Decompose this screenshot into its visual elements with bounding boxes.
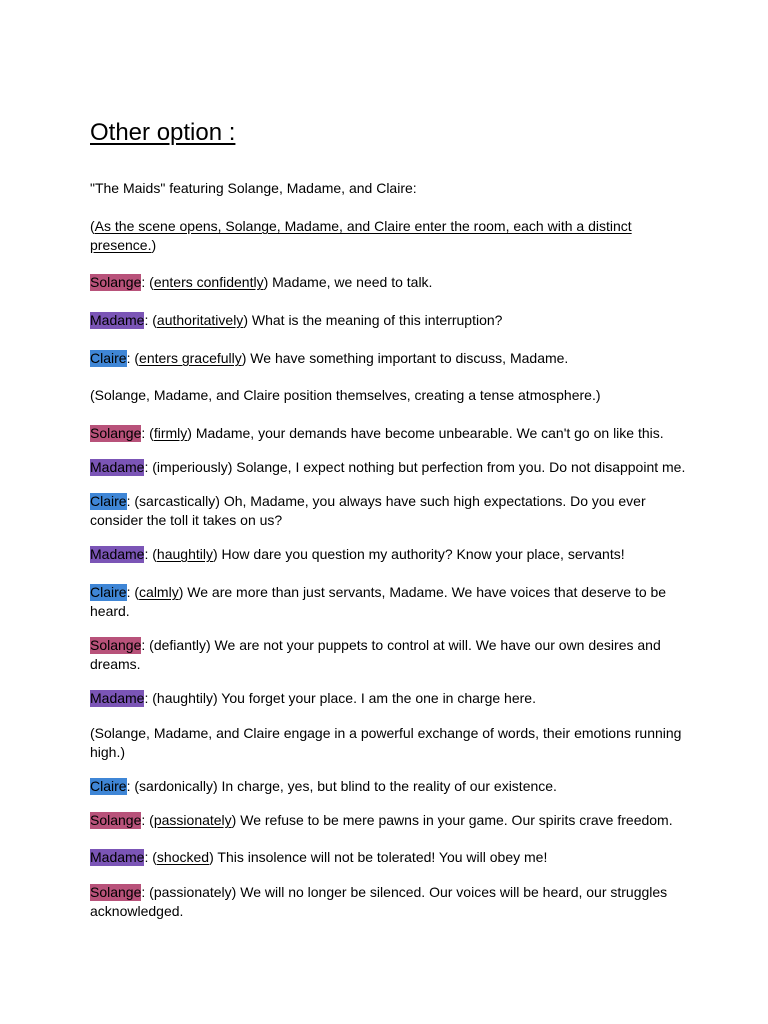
speaker-name: Claire	[90, 493, 127, 509]
direction-text: imperiously	[156, 459, 228, 475]
dialogue-text: We have something important to discuss, Madame.	[246, 350, 569, 366]
dialogue-line: Madame: (authoritatively) What is the meaning of this interruption?	[90, 312, 503, 328]
direction-text: shocked	[156, 849, 210, 865]
dialogue-line: Madame: (shocked) This insolence will not be tolerated! You will obey me!	[90, 849, 548, 865]
dialogue-line: Solange: (defiantly) We are not your puppets to control at will. We have our own desires and dreams.	[90, 637, 661, 672]
dialogue-text: We refuse to be mere pawns in your game. Our spirits crave freedom.	[236, 812, 673, 828]
dialogue-text: We are more than just servants, Madame. We have voices that deserve to be heard.	[90, 584, 667, 619]
speaker-name: Solange	[90, 637, 142, 653]
dialogue-line: Madame: (haughtily) You forget your place. I am the one in charge here.	[90, 690, 536, 706]
direction-text: enters gracefully	[139, 350, 242, 366]
dialogue-line: Solange: (firmly) Madame, your demands have become unbearable. We can't go on like this.	[90, 425, 664, 441]
direction-text: defiantly	[153, 637, 206, 653]
dialogue-line: Solange: (enters confidently) Madame, we need to talk.	[90, 274, 433, 290]
speaker-name: Claire	[90, 350, 127, 366]
dialogue-text: We are not your puppets to control at will. We have our own desires and dreams.	[90, 637, 661, 672]
direction-text: passionately	[153, 884, 232, 900]
speaker-name: Solange	[90, 274, 142, 290]
speaker-name: Madame	[90, 459, 145, 475]
dialogue-line: Claire: (sardonically) In charge, yes, but blind to the reality of our existence.	[90, 778, 557, 794]
intro-line: "The Maids" featuring Solange, Madame, and Claire:	[90, 180, 417, 196]
direction-text: haughtily	[156, 690, 213, 706]
direction-text: calmly	[139, 584, 179, 600]
direction-text: sardonically	[139, 778, 213, 794]
speaker-name: Madame	[90, 690, 145, 706]
dialogue-text: Madame, your demands have become unbearable. We can't go on like this.	[191, 425, 664, 441]
dialogue-line: Madame: (imperiously) Solange, I expect nothing but perfection from you. Do not disappoint me.	[90, 459, 686, 475]
dialogue-line: Solange: (passionately) We refuse to be mere pawns in your game. Our spirits crave freedom.	[90, 812, 673, 828]
speaker-name: Madame	[90, 312, 145, 328]
dialogue-line: Claire: (sarcastically) Oh, Madame, you always have such high expectations. Do you ever consider the toll it takes on us?	[90, 493, 646, 528]
dialogue-text: What is the meaning of this interruption?	[247, 312, 503, 328]
dialogue-line: Claire: (enters gracefully) We have something important to discuss, Madame.	[90, 350, 569, 366]
stage-direction: (Solange, Madame, and Claire position themselves, creating a tense atmosphere.)	[90, 387, 601, 403]
direction-text: sarcastically	[139, 493, 216, 509]
dialogue-text: Solange, I expect nothing but perfection from you. Do not disappoint me.	[232, 459, 686, 475]
speaker-name: Madame	[90, 546, 145, 562]
direction-text: firmly	[153, 425, 188, 441]
direction-text: authoritatively	[156, 312, 244, 328]
speaker-name: Solange	[90, 812, 142, 828]
stage-direction: (Solange, Madame, and Claire engage in a powerful exchange of words, their emotions running high.)	[90, 725, 682, 760]
dialogue-line: Madame: (haughtily) How dare you question my authority? Know your place, servants!	[90, 546, 625, 562]
direction-text: enters confidently	[153, 274, 264, 290]
dialogue-text: In charge, yes, but blind to the reality of our existence.	[217, 778, 557, 794]
dialogue-text: Madame, we need to talk.	[268, 274, 433, 290]
dialogue-line: Claire: (calmly) We are more than just servants, Madame. We have voices that deserve to be heard.	[90, 584, 667, 619]
speaker-name: Solange	[90, 884, 142, 900]
speaker-name: Claire	[90, 778, 127, 794]
opening-stage-direction: (As the scene opens, Solange, Madame, and Claire enter the room, each with a distinct presence.)	[90, 218, 632, 253]
dialogue-text: This insolence will not be tolerated! You will obey me!	[213, 849, 548, 865]
opening-direction-text: As the scene opens, Solange, Madame, and Claire enter the room, each with a distinct presence.	[90, 218, 632, 253]
dialogue-line: Solange: (passionately) We will no longer be silenced. Our voices will be heard, our struggles acknowledged.	[90, 884, 668, 919]
page-title: Other option :	[90, 119, 236, 146]
speaker-name: Solange	[90, 425, 142, 441]
speaker-name: Claire	[90, 584, 127, 600]
direction-text: passionately	[153, 812, 232, 828]
direction-text: haughtily	[156, 546, 213, 562]
speaker-name: Madame	[90, 849, 145, 865]
dialogue-text: You forget your place. I am the one in charge here.	[217, 690, 536, 706]
dialogue-text: Oh, Madame, you always have such high expectations. Do you ever consider the toll it takes on us?	[90, 493, 646, 528]
dialogue-text: How dare you question my authority? Know your place, servants!	[217, 546, 625, 562]
dialogue-text: We will no longer be silenced. Our voices will be heard, our struggles acknowledged.	[90, 884, 668, 919]
